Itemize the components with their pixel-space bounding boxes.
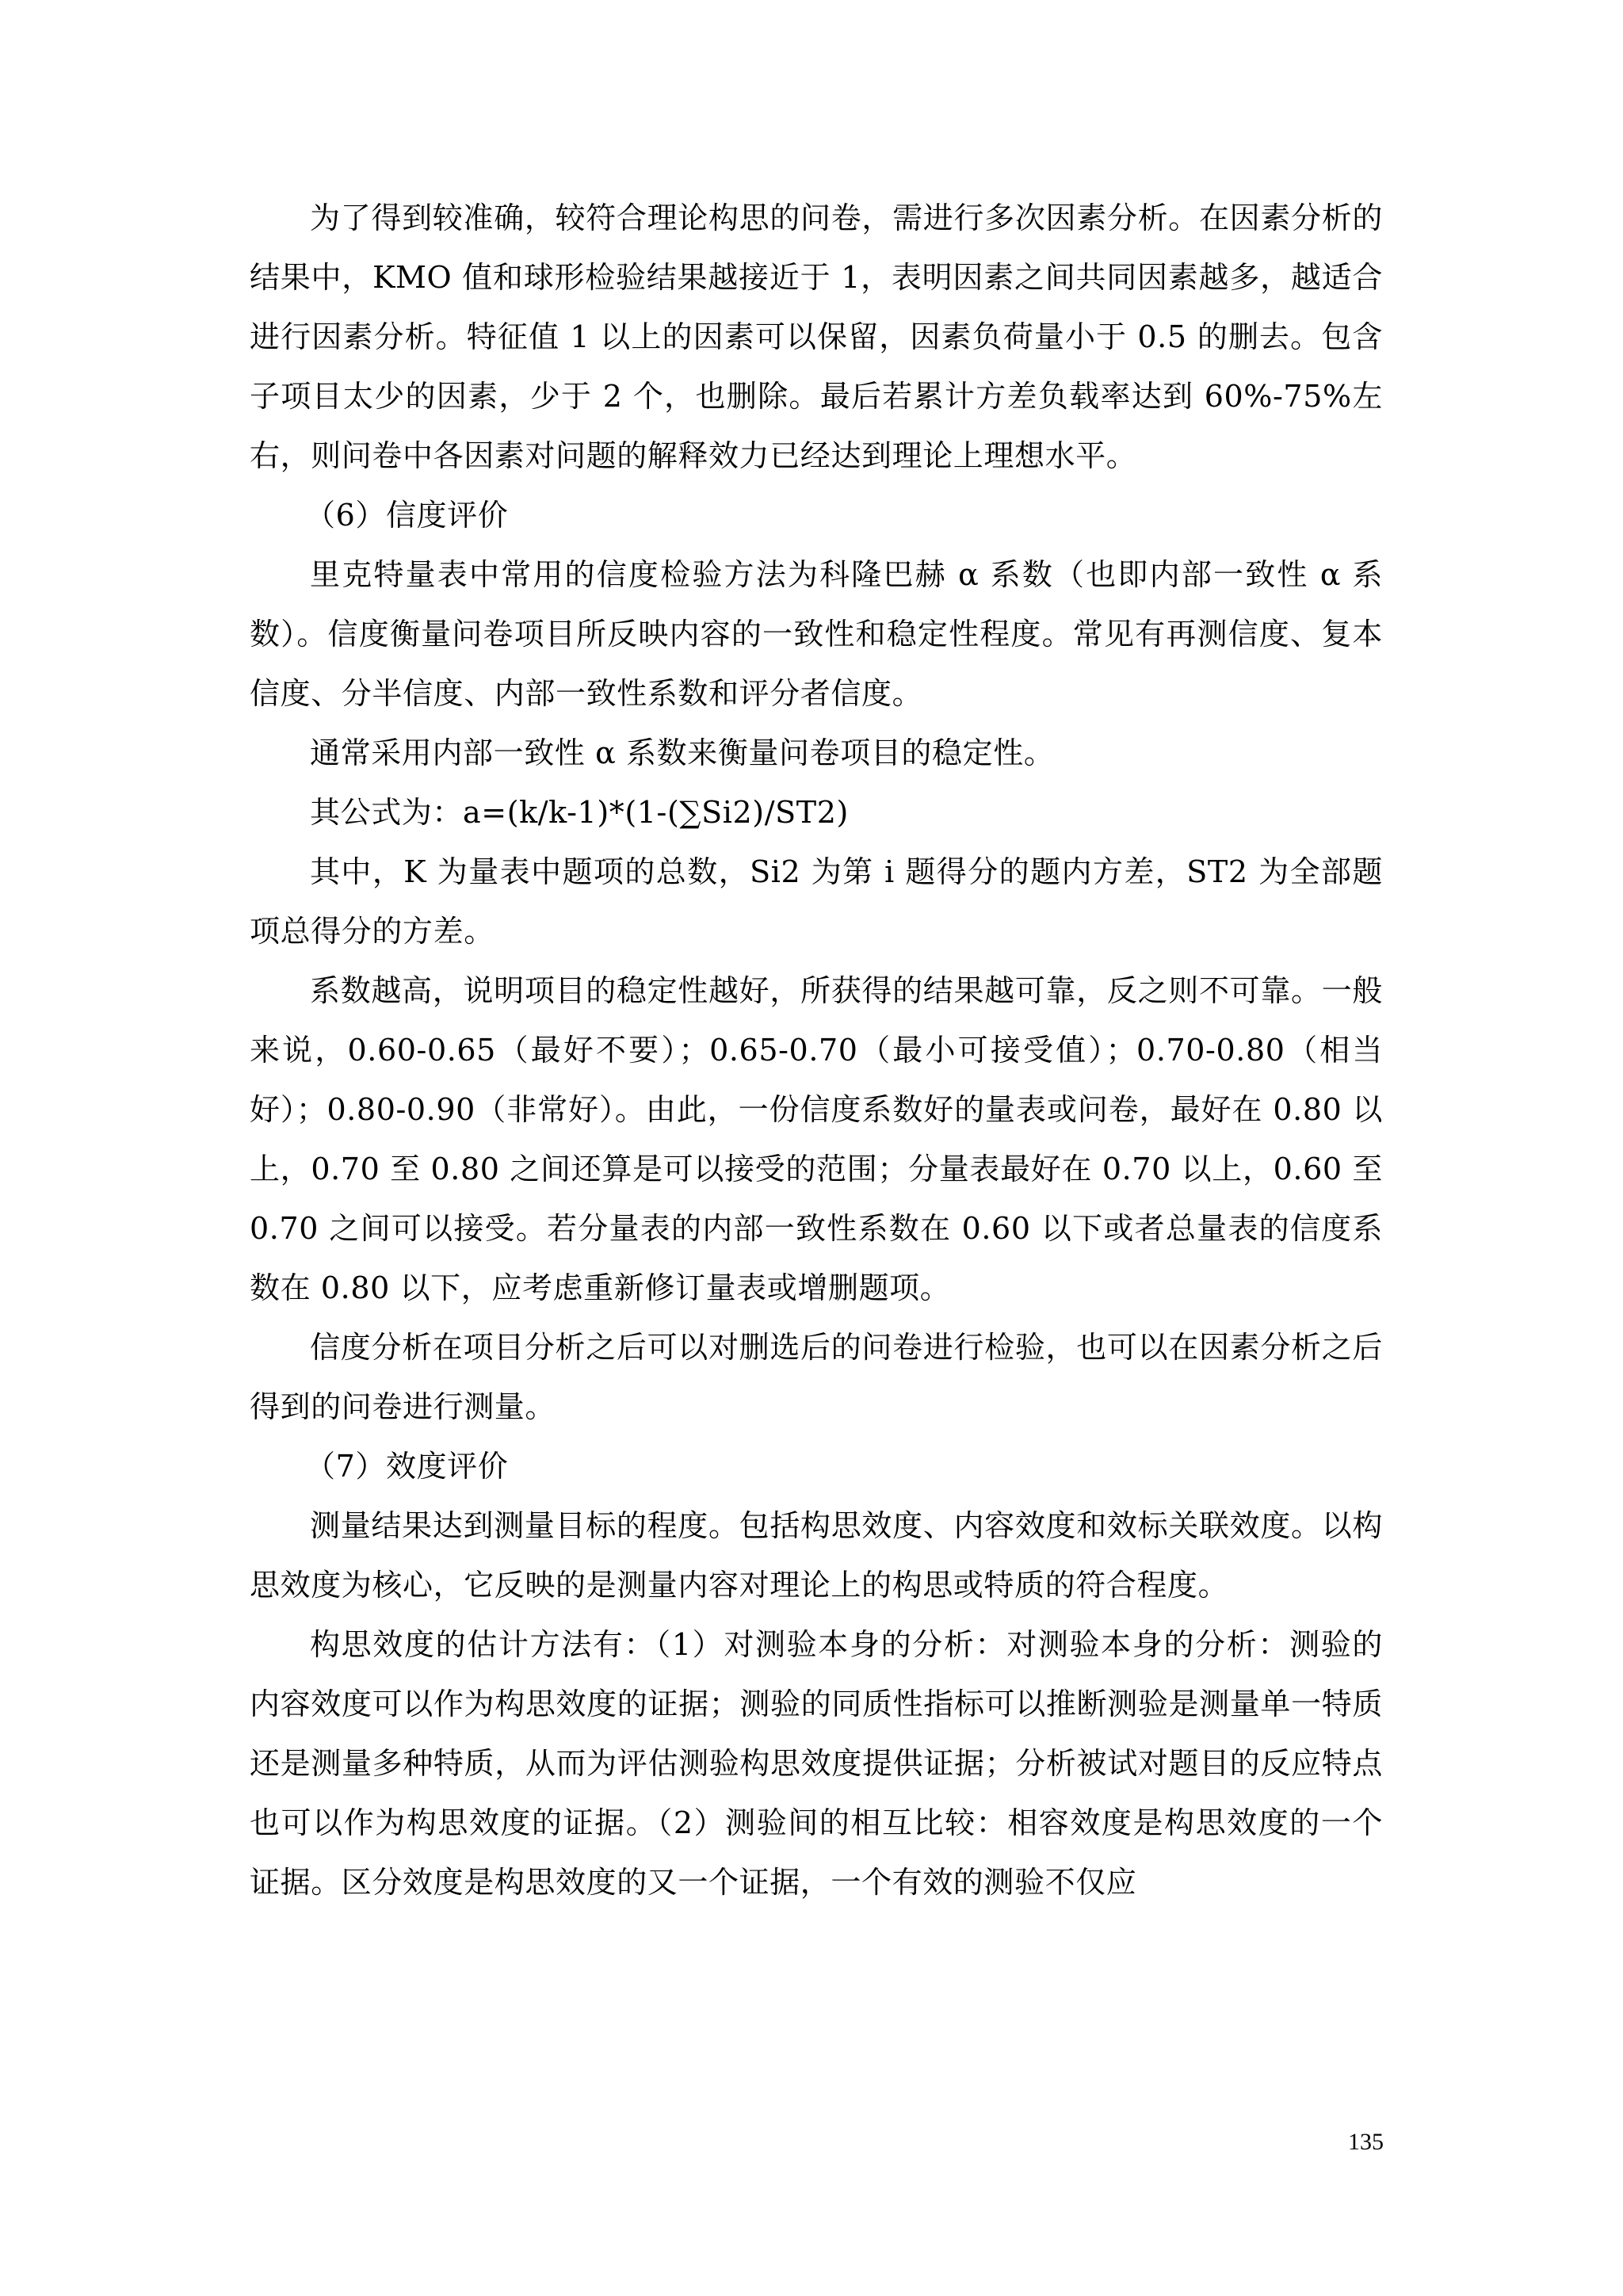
page-body <box>250 189 1383 1912</box>
paragraph-coefficient-ranges: 系数越高，说明项目的稳定性越好，所获得的结果越可靠，反之则不可靠。一般来说，0.60-0.65（最好不要）；0.65-0.70（最小可接受值）；0.70-0.80（相当好）；0.80-0.90（非常好）。由此，一份信度系数好的量表或问卷，最好在 0.80 以上，0.70 至 0.80 之间还算是可以接受的范围；分量表最好在 0.70 以上，0.60 至 0.70 之间可以接受。若分量表的内部一致性系数在 0.60 以下或者总量表的信度系数在 0.80 以下，应考虑重新修订量表或增删题项。 <box>250 973 1383 1305</box>
paragraph-reliability-analysis: 信度分析在项目分析之后可以对删选后的问卷进行检验，也可以在因素分析之后得到的问卷进行测量。 <box>250 1330 1383 1424</box>
paragraph-validity-definition: 测量结果达到测量目标的程度。包括构思效度、内容效度和效标关联效度。以构思效度为核心，它反映的是测量内容对理论上的构思或特质的符合程度。 <box>250 1508 1383 1603</box>
section-heading-validity: （7）效度评价 <box>305 1449 509 1484</box>
paragraph-formula: 其公式为：a=(k/k-1)*(1-(∑Si2)/ST2) <box>310 795 849 830</box>
paragraph-reliability-methods: 里克特量表中常用的信度检验方法为科隆巴赫 α 系数（也即内部一致性 α 系数）。信度衡量问卷项目所反映内容的一致性和稳定性程度。常见有再测信度、复本信度、分半信度、内部一致性系数和评分者信度。 <box>250 557 1383 711</box>
paragraph-alpha-usage: 通常采用内部一致性 α 系数来衡量问卷项目的稳定性。 <box>310 735 1055 770</box>
page-number: 135 <box>1348 2129 1384 2155</box>
paragraph-formula-explanation: 其中，K 为量表中题项的总数，Si2 为第 i 题得分的题内方差，ST2 为全部题项总得分的方差。 <box>250 854 1383 949</box>
paragraph-construct-validity: 构思效度的估计方法有：（1）对测验本身的分析：对测验本身的分析：测验的内容效度可以作为构思效度的证据；测验的同质性指标可以推断测验是测量单一特质还是测量多种特质，从而为评估测验构思效度提供证据；分析被试对题目的反应特点也可以作为构思效度的证据。（2）测验间的相互比较：相容效度是构思效度的一个证据。区分效度是构思效度的又一个证据，一个有效的测验不仅应 <box>250 1627 1383 1900</box>
section-heading-reliability: （6）信度评价 <box>305 498 509 533</box>
paragraph-factor-analysis: 为了得到较准确，较符合理论构思的问卷，需进行多次因素分析。在因素分析的结果中，KMO 值和球形检验结果越接近于 1，表明因素之间共同因素越多，越适合进行因素分析。特征值 1 以上的因素可以保留，因素负荷量小于 0.5 的删去。包含子项目太少的因素，少于 2 个，也删除。最后若累计方差负载率达到 60%-75%左右，则问卷中各因素对问题的解释效力已经达到理论上理想水平。 <box>250 201 1383 473</box>
